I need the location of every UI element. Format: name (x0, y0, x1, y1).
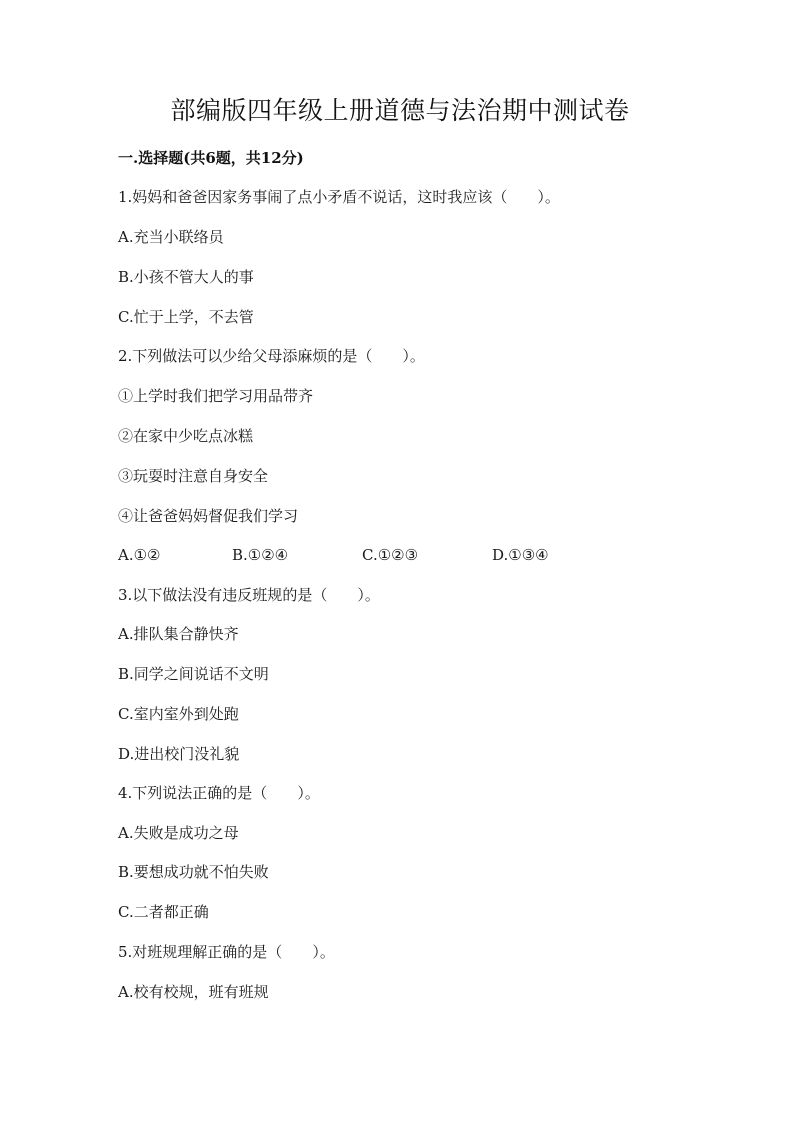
question-1-option-a: A.充当小联络员 (118, 228, 224, 246)
question-3-stem: 3.以下做法没有违反班规的是（ ）。 (118, 586, 380, 604)
question-2-statement-3: ③玩耍时注意自身安全 (118, 467, 269, 485)
question-2-options (118, 544, 718, 566)
section-heading: 一.选择题(共6题，共12分) (118, 149, 304, 167)
question-5-option-a: A.校有校规，班有班规 (118, 983, 269, 1001)
question-3-option-b: B.同学之间说话不文明 (118, 665, 269, 683)
question-2-option-c: C.①②③ (362, 546, 419, 564)
question-1-option-c: C.忙于上学，不去管 (118, 308, 254, 326)
question-2-statement-4: ④让爸爸妈妈督促我们学习 (118, 507, 299, 525)
question-4-option-c: C.二者都正确 (118, 903, 209, 921)
question-4-option-b: B.要想成功就不怕失败 (118, 863, 269, 881)
question-2-statement-2: ②在家中少吃点冰糕 (118, 427, 254, 445)
question-2-stem: 2.下列做法可以少给父母添麻烦的是（ ）。 (118, 347, 425, 365)
question-3-option-c: C.室内室外到处跑 (118, 705, 239, 723)
question-1-stem: 1.妈妈和爸爸因家务事闹了点小矛盾不说话，这时我应该（ ）。 (118, 188, 560, 206)
question-4-option-a: A.失败是成功之母 (118, 824, 239, 842)
question-2-option-b: B.①②④ (232, 546, 289, 564)
question-2-option-d: D.①③④ (492, 546, 549, 564)
question-4-stem: 4.下列说法正确的是（ ）。 (118, 784, 320, 802)
question-3-option-d: D.进出校门没礼貌 (118, 745, 240, 763)
question-2-option-a: A.①② (118, 546, 161, 564)
page-title: 部编版四年级上册道德与法治期中测试卷 (170, 96, 630, 125)
question-3-option-a: A.排队集合静快齐 (118, 625, 239, 643)
question-5-stem: 5.对班规理解正确的是（ ）。 (118, 943, 335, 961)
question-1-option-b: B.小孩不管大人的事 (118, 268, 254, 286)
question-2-statement-1: ①上学时我们把学习用品带齐 (118, 387, 314, 405)
